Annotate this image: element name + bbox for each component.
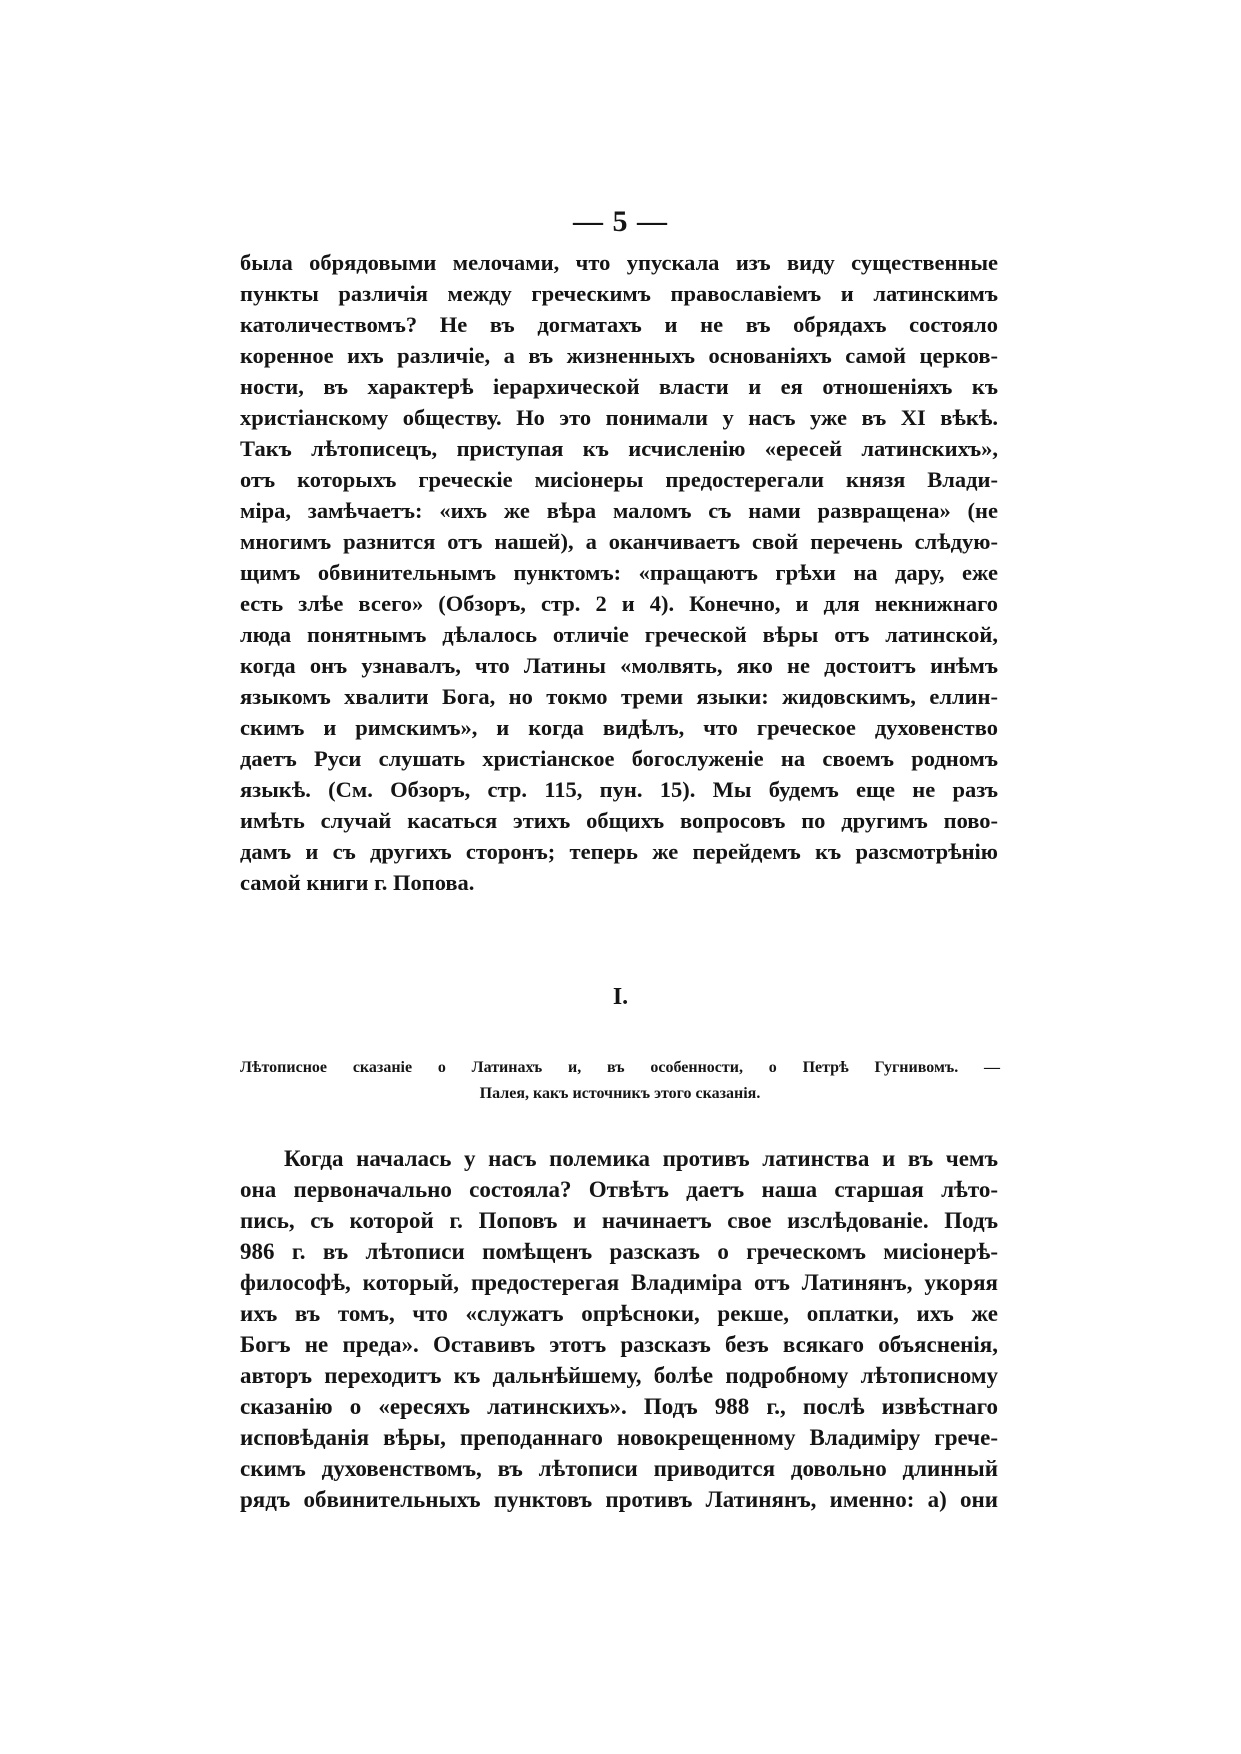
- text-line: самой книги г. Попова.: [240, 870, 475, 895]
- text-line: имѣть случай касаться этихъ общихъ вопросовъ по другимъ пово-: [240, 808, 998, 833]
- text-line: дамъ и съ другихъ сторонъ; теперь же перейдемъ къ разсмотрѣнію: [240, 839, 998, 864]
- text-line: есть злѣе всего» (Обзоръ, стр. 2 и 4). Конечно, и для некнижнаго: [240, 591, 998, 616]
- text-line: она первоначально состояла? Отвѣтъ даетъ наша старшая лѣто-: [240, 1177, 998, 1202]
- text-line: была обрядовыми мелочами, что упускала изъ виду существенные: [240, 250, 998, 275]
- text-line: философѣ, который, предостерегая Владиміра отъ Латинянъ, укоряя: [240, 1270, 998, 1295]
- text-line: даетъ Руси слушать христіанское богослуженіе на своемъ родномъ: [240, 746, 998, 771]
- page-number: — 5 —: [573, 205, 668, 238]
- text-line: ихъ въ томъ, что «служатъ опрѣсноки, рекше, оплатки, ихъ же: [240, 1301, 998, 1326]
- text-line: Богъ не преда». Оставивъ этотъ разсказъ безъ всякаго объясненія,: [240, 1332, 998, 1357]
- text-line: Такъ лѣтописецъ, приступая къ исчисленію «ересей латинскихъ»,: [240, 436, 998, 461]
- text-line: когда онъ узнавалъ, что Латины «молвять, яко не достоитъ инѣмъ: [240, 653, 998, 678]
- text-line: 986 г. въ лѣтописи помѣщенъ разсказъ о греческомъ мисіонерѣ-: [240, 1239, 998, 1264]
- text-line: люда понятнымъ дѣлалось отличіе греческой вѣры отъ латинской,: [240, 622, 998, 647]
- text-line: рядъ обвинительныхъ пунктовъ противъ Латинянъ, именно: а) они: [240, 1487, 998, 1512]
- text-line: щимъ обвинительнымъ пунктомъ: «пращаютъ грѣхи на дару, еже: [240, 560, 998, 585]
- text-line: міра, замѣчаетъ: «ихъ же вѣра маломъ съ нами развращена» (не: [240, 498, 998, 523]
- text-line: христіанскому обществу. Но это понимали у насъ уже въ XI вѣкѣ.: [240, 405, 998, 430]
- caption-line: Палея, какъ источникъ этого сказанія.: [479, 1085, 761, 1102]
- text-line: исповѣданія вѣры, преподаннаго новокрещенному Владиміру грече-: [240, 1425, 998, 1450]
- text-line: католичествомъ? Не въ догматахъ и не въ обрядахъ состояло: [240, 312, 998, 337]
- section-number: I.: [612, 984, 629, 1010]
- text-line: скимъ духовенствомъ, въ лѣтописи приводится довольно длинный: [240, 1456, 998, 1481]
- text-line: сказанію о «ересяхъ латинскихъ». Подъ 988 г., послѣ извѣстнаго: [240, 1394, 998, 1419]
- text-line: многимъ разнится отъ нашей), а оканчиваетъ свой перечень слѣдую-: [240, 529, 998, 554]
- text-line: отъ которыхъ греческіе мисіонеры предостерегали князя Влади-: [240, 467, 998, 492]
- text-line: пись, съ которой г. Поповъ и начинаетъ свое изслѣдованіе. Подъ: [240, 1208, 998, 1233]
- text-line: пункты различія между греческимъ православіемъ и латинскимъ: [240, 281, 998, 306]
- text-line: языкомъ хвалити Бога, но токмо треми языки: жидовскимъ, еллин-: [240, 684, 998, 709]
- text-line: ности, въ характерѣ іерархической власти и ея отношеніяхъ къ: [240, 374, 998, 399]
- text-line: авторъ переходитъ къ дальнѣйшему, болѣе подробному лѣтописному: [240, 1363, 998, 1388]
- text-line: коренное ихъ различіе, а въ жизненныхъ основаніяхъ самой церков-: [240, 343, 998, 368]
- caption-line: Лѣтописное сказаніе о Латинахъ и, въ особенности, о Петрѣ Гугнивомъ. —: [240, 1059, 1000, 1076]
- text-line: Когда началась у насъ полемика противъ латинства и въ чемъ: [284, 1146, 998, 1171]
- text-line: языкѣ. (См. Обзоръ, стр. 115, пун. 15). Мы будемъ еще не разъ: [240, 777, 998, 802]
- text-line: скимъ и римскимъ», и когда видѣлъ, что греческое духовенство: [240, 715, 998, 740]
